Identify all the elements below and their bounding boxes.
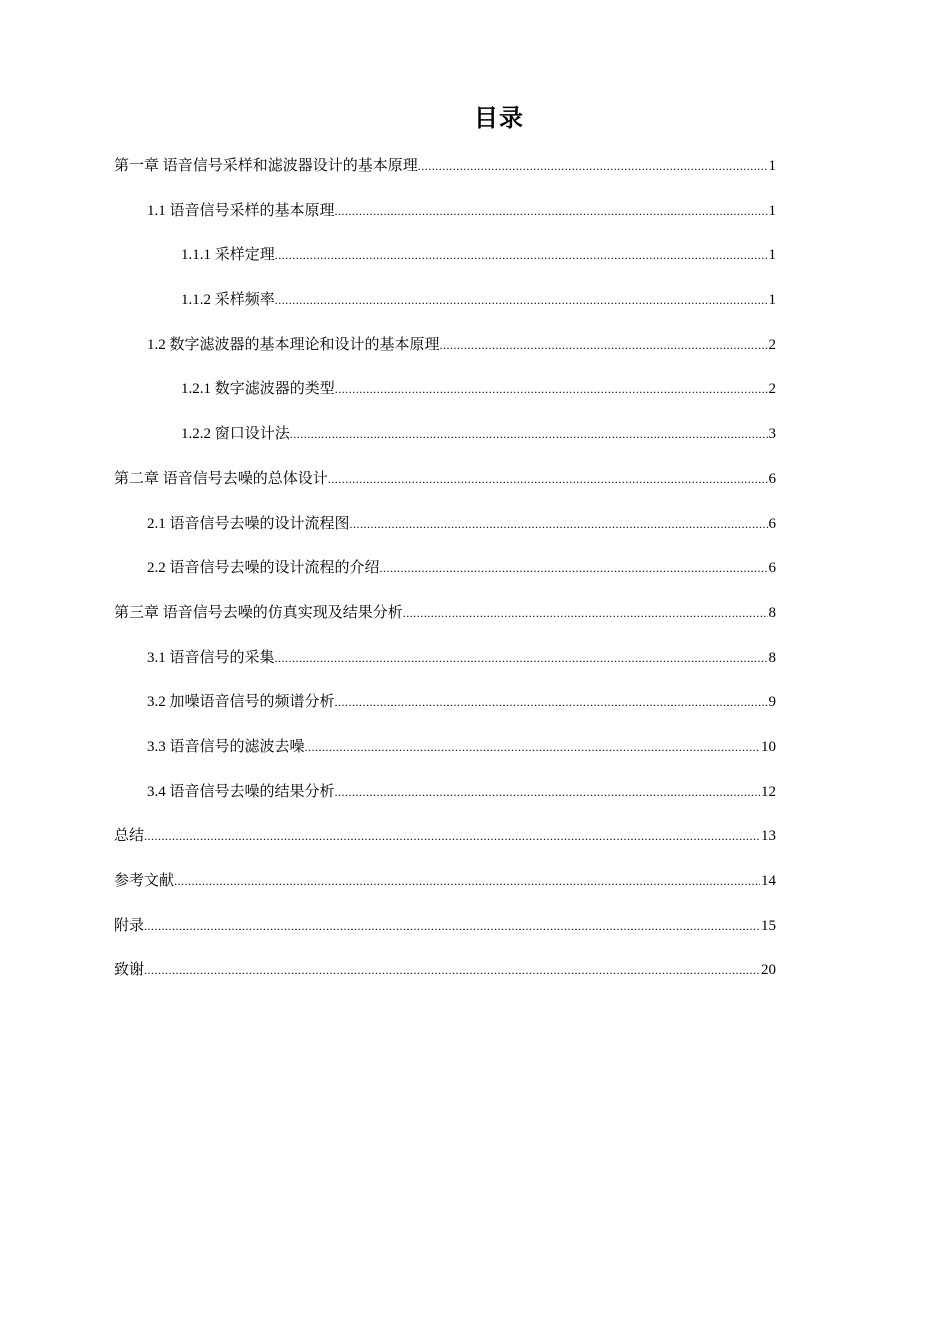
toc-entry-text: 3.3 语音信号的滤波去噪 <box>147 738 305 755</box>
toc-page-number: 2 <box>768 336 776 353</box>
toc-page-number: 1 <box>768 158 776 174</box>
toc-page-number: 8 <box>768 604 776 621</box>
toc-entry-text: 总结 <box>114 828 145 845</box>
toc-leader-dots <box>403 596 768 631</box>
toc-entry-section-3-2[interactable] <box>114 685 776 730</box>
toc-leader-dots <box>144 953 760 988</box>
toc-entry-text: 第一章 语音信号采样和滤波器设计的基本原理 <box>114 158 418 174</box>
toc-entry-section-1-2-1[interactable] <box>114 372 776 417</box>
toc-entry-section-2-1[interactable] <box>114 507 776 552</box>
toc-entry-text: 1.1 语音信号采样的基本原理 <box>147 202 335 219</box>
toc-page-number: 12 <box>761 783 776 800</box>
toc-leader-dots <box>144 909 760 944</box>
toc-entry-chapter-2[interactable] <box>114 462 776 507</box>
toc-entry-text: 2.1 语音信号去噪的设计流程图 <box>147 515 350 532</box>
toc-leader-dots <box>275 283 768 318</box>
toc-leader-dots <box>290 417 768 452</box>
toc-leader-dots <box>335 372 768 407</box>
toc-entry-acknowledgements[interactable] <box>114 953 776 998</box>
toc-page-number: 10 <box>761 738 776 755</box>
toc-page-number: 2 <box>768 381 776 398</box>
toc-page-number: 6 <box>768 560 776 577</box>
toc-leader-dots <box>174 864 760 899</box>
toc-entry-section-3-4[interactable] <box>114 775 776 820</box>
toc-entry-text: 3.4 语音信号去噪的结果分析 <box>147 783 335 800</box>
toc-leader-dots <box>335 194 768 229</box>
toc-entry-text: 3.2 加噪语音信号的频谱分析 <box>147 694 335 711</box>
toc-page-number: 20 <box>761 962 776 979</box>
toc-entry-text: 致谢 <box>114 962 145 979</box>
toc-list <box>114 149 776 998</box>
toc-leader-dots <box>305 730 760 765</box>
toc-leader-dots <box>380 551 768 586</box>
toc-leader-dots <box>350 507 768 542</box>
toc-entry-chapter-3[interactable] <box>114 596 776 641</box>
toc-entry-section-1-2-2[interactable] <box>114 417 776 462</box>
toc-entry-appendix[interactable] <box>114 909 776 954</box>
toc-entry-text: 第二章 语音信号去噪的总体设计 <box>114 470 328 487</box>
toc-entry-section-3-3[interactable] <box>114 730 776 775</box>
toc-entry-text: 参考文献 <box>114 873 175 889</box>
toc-page-number: 3 <box>768 426 776 443</box>
toc-leader-dots <box>275 238 768 273</box>
toc-entry-chapter-1[interactable] <box>114 149 776 194</box>
toc-entry-references[interactable] <box>114 864 776 909</box>
toc-leader-dots <box>144 819 760 854</box>
toc-page-number: 9 <box>768 694 776 711</box>
toc-page-number: 1 <box>768 247 776 264</box>
toc-page-number: 1 <box>768 292 776 309</box>
toc-page-number: 13 <box>761 828 776 845</box>
toc-entry-section-1-1-1[interactable] <box>114 238 776 283</box>
toc-page-number: 14 <box>761 873 776 889</box>
toc-entry-text: 第三章 语音信号去噪的仿真实现及结果分析 <box>114 604 403 621</box>
toc-entry-text: 1.2 数字滤波器的基本理论和设计的基本原理 <box>147 336 440 353</box>
toc-title: 目录 <box>474 104 524 132</box>
toc-entry-text: 1.2.2 窗口设计法 <box>181 426 290 443</box>
toc-entry-section-2-2[interactable] <box>114 551 776 596</box>
toc-leader-dots <box>328 462 768 497</box>
toc-entry-section-1-2[interactable] <box>114 328 776 373</box>
toc-leader-dots <box>440 328 768 363</box>
toc-entry-section-1-1-2[interactable] <box>114 283 776 328</box>
toc-leader-dots <box>335 775 760 810</box>
toc-page-number: 1 <box>768 202 776 219</box>
toc-page-number: 6 <box>768 515 776 532</box>
toc-page-number: 15 <box>761 917 776 934</box>
toc-page-number: 6 <box>768 470 776 487</box>
toc-entry-section-1-1[interactable] <box>114 194 776 239</box>
toc-leader-dots <box>418 149 768 184</box>
toc-entry-text: 1.1.1 采样定理 <box>181 247 275 264</box>
toc-entry-text: 1.2.1 数字滤波器的类型 <box>181 381 335 398</box>
toc-page-number: 8 <box>768 649 776 666</box>
toc-entry-summary[interactable] <box>114 819 776 864</box>
toc-leader-dots <box>275 641 768 676</box>
toc-entry-text: 1.1.2 采样频率 <box>181 292 275 309</box>
toc-entry-text: 附录 <box>114 917 145 934</box>
toc-entry-text: 2.2 语音信号去噪的设计流程的介绍 <box>147 560 380 577</box>
toc-entry-section-3-1[interactable] <box>114 641 776 686</box>
toc-leader-dots <box>335 685 768 720</box>
toc-entry-text: 3.1 语音信号的采集 <box>147 649 275 666</box>
